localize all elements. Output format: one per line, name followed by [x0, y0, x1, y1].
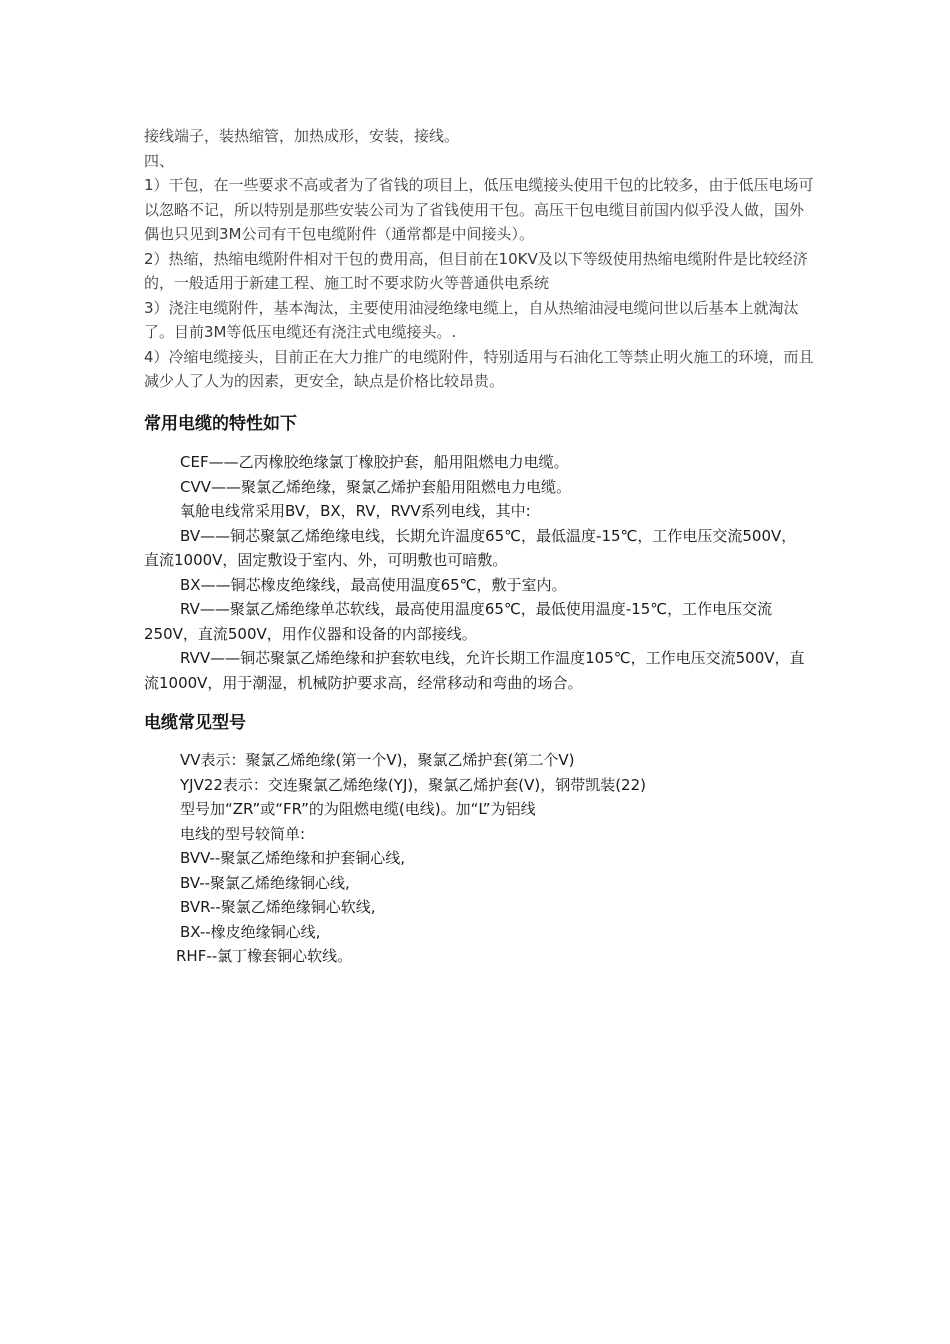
section-heading-cable-models: 电缆常见型号	[144, 713, 246, 733]
characteristic-paragraph: CEF——乙丙橡胶绝缘氯丁橡胶护套，船用阻燃电力电缆。	[180, 453, 569, 471]
characteristic-paragraph: BV——铜芯聚氯乙烯绝缘电线，长期允许温度65℃，最低温度-15℃，工作电压交流500V，直流1000V，固定敷设于室内、外，可明敷也可暗敷。	[144, 526, 797, 569]
model-line: YJV22表示：交连聚氯乙烯绝缘(YJ)，聚氯乙烯护套(V)，钢带凯装(22)	[180, 775, 646, 794]
cable-characteristics-section	[144, 450, 809, 695]
intro-text	[144, 124, 814, 394]
characteristic-paragraph: CVV——聚氯乙烯绝缘，聚氯乙烯护套船用阻燃电力电缆。	[180, 477, 571, 496]
intro-paragraph: 1）干包，在一些要求不高或者为了省钱的项目上，低压电缆接头使用干包的比较多，由于低压电场可以忽略不记，所以特别是那些安装公司为了省钱使用干包。高压干包电缆目前国内似乎没人做，国外偶也只见到3M公司有干包电缆附件（通常都是中间接头）。	[144, 176, 814, 243]
section-heading-cable-characteristics: 常用电缆的特性如下	[144, 414, 297, 434]
model-line: RHF--氯丁橡套铜心软线。	[176, 947, 353, 965]
model-line: BV--聚氯乙烯绝缘铜心线,	[180, 873, 350, 892]
intro-paragraph: 四、	[144, 151, 175, 170]
characteristic-paragraph: RVV——铜芯聚氯乙烯绝缘和护套软电线，允许长期工作温度105℃，工作电压交流500V，直流1000V，用于潮湿，机械防护要求高，经常移动和弯曲的场合。	[144, 649, 805, 692]
model-line: VV表示：聚氯乙烯绝缘(第一个V)，聚氯乙烯护套(第二个V)	[180, 751, 575, 769]
model-line: 型号加“ZR”或“FR”的为阻燃电缆(电线)。加“L”为铝线	[180, 800, 536, 818]
characteristic-paragraph: RV——聚氯乙烯绝缘单芯软线，最高使用温度65℃，最低使用温度-15℃，工作电压交流250V，直流500V，用作仪器和设备的内部接线。	[144, 600, 773, 643]
model-line: BVR--聚氯乙烯绝缘铜心软线,	[180, 898, 376, 916]
intro-paragraph: 2）热缩，热缩电缆附件相对干包的费用高，但目前在10KV及以下等级使用热缩电缆附件是比较经济的，一般适用于新建工程、施工时不要求防火等普通供电系统	[144, 249, 808, 292]
intro-paragraph: 4）冷缩电缆接头，目前正在大力推广的电缆附件，特别适用与石油化工等禁止明火施工的环境，而且减少人了人为的因素，更安全，缺点是价格比较昂贵。	[144, 347, 814, 390]
characteristic-paragraph: 氧舱电线常采用BV，BX，RV，RVV系列电线，其中:	[180, 502, 531, 520]
cable-models-section	[144, 748, 809, 969]
intro-paragraph: 3）浇注电缆附件，基本淘汰，主要使用油浸绝缘电缆上，自从热缩油浸电缆问世以后基本上就淘汰了。目前3M等低压电缆还有浇注式电缆接头。.	[144, 298, 799, 341]
model-line: 电线的型号较简单:	[180, 824, 306, 843]
intro-paragraph: 接线端子，装热缩管，加热成形，安装，接线。	[144, 127, 460, 145]
model-line: BVV--聚氯乙烯绝缘和护套铜心线,	[180, 849, 406, 867]
model-line: BX--橡皮绝缘铜心线,	[180, 922, 321, 941]
characteristic-paragraph: BX——铜芯橡皮绝缘线，最高使用温度65℃，敷于室内。	[180, 575, 567, 594]
